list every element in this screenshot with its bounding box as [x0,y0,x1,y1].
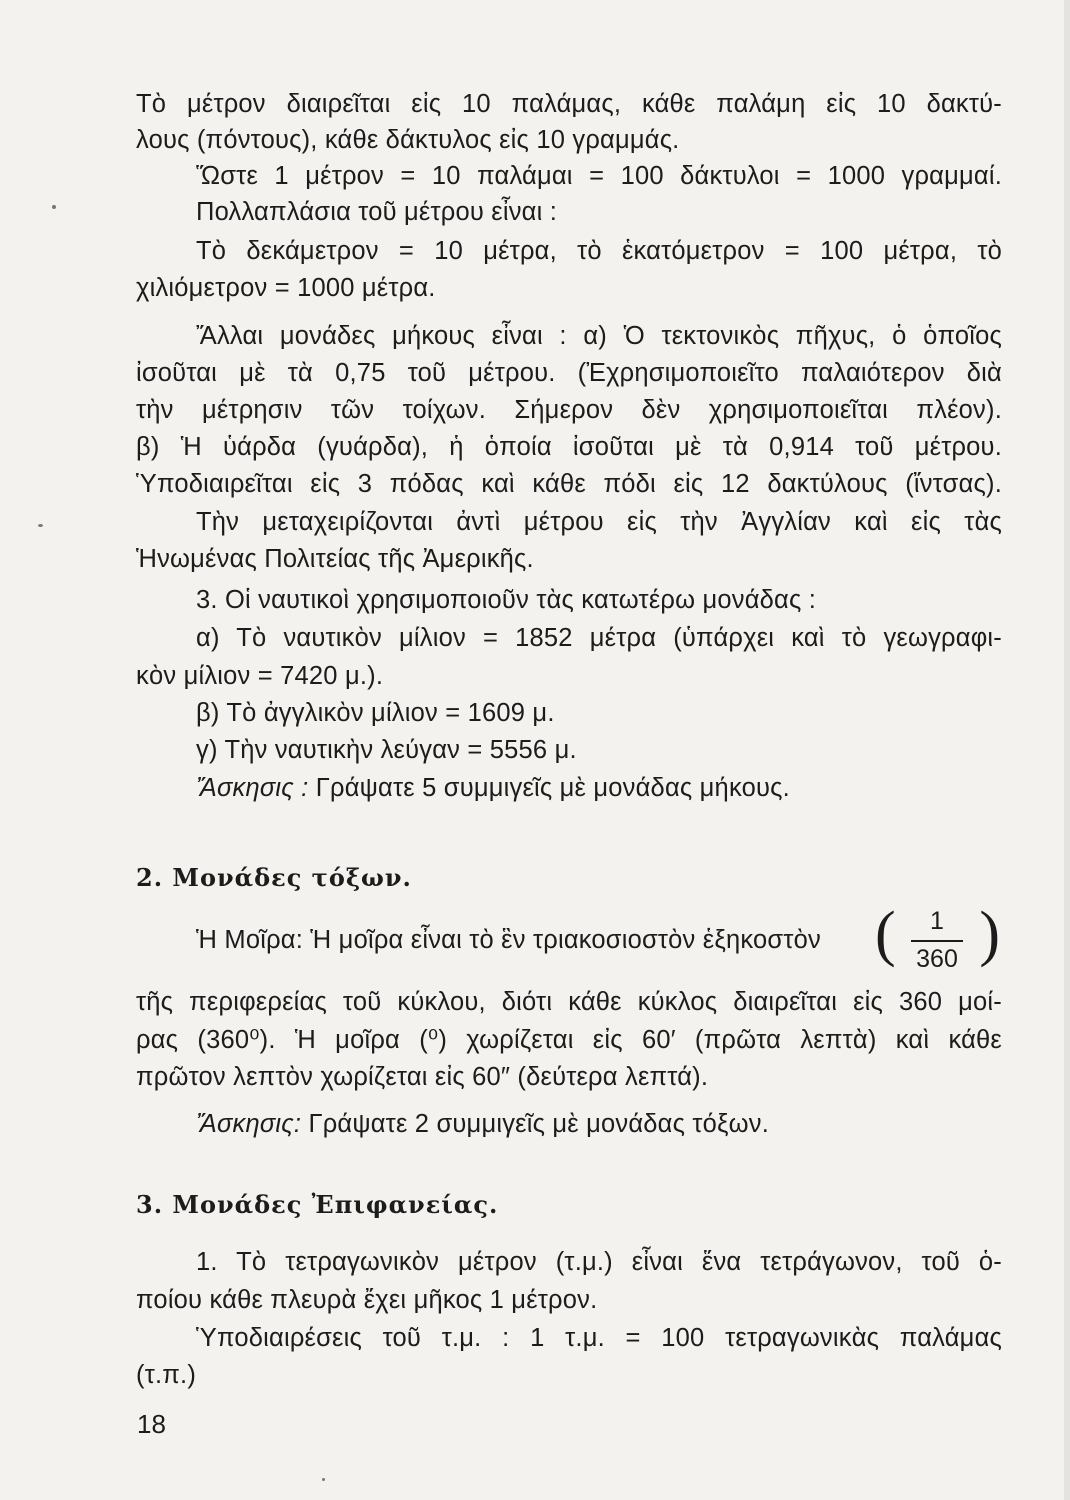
heading-surface-units: 3. Μονάδες Ἐπιφανείας. [136,1190,499,1219]
text-line-6: χιλιόμετρον = 1000 μέτρα. [136,274,436,302]
page-number: 18 [137,1409,166,1439]
exercise-line-2 [196,1106,1002,1142]
paper-speck [38,524,43,527]
text-line-10: β) Ἡ ὑάρδα (γυάρδα), ἡ ὁποία ἰσοῦται μὲ τὰ 0,914 τοῦ μέτρου. [136,433,1002,461]
text-line-11: Ὑποδιαιρεῖται εἰς 3 πόδας καὶ κάθε πόδι εἰς 12 δακτύλους (ἴντσας). [136,470,1002,498]
text-line-3: Ὥστε 1 μέτρον = 10 παλάμαι = 100 δάκτυλοι = 1000 γραμμαί. [196,162,1002,190]
text-line-13: Ἡνωμένας Πολιτείας τῆς Ἀμερικῆς. [136,545,534,573]
fraction-denominator: 360 [916,945,958,973]
text-line-15: α) Τὸ ναυτικὸν μίλιον = 1852 μέτρα (ὑπάρχει καὶ τὸ γεωγραφι- [196,624,1002,652]
text-line-1: Τὸ μέτρον διαιρεῖται εἰς 10 παλάμας, κάθε παλάμη εἰς 10 δακτύ- [136,90,1002,118]
text-line-5: Τὸ δεκάμετρον = 10 μέτρα, τὸ ἑκατόμετρον = 100 μέτρα, τὸ [196,237,1002,265]
text-line-25: 1. Τὸ τετραγωνικὸν μέτρον (τ.μ.) εἶναι ἕνα τετράγωνον, τοῦ ὁ- [196,1248,1002,1276]
heading-arc-units: 2. Μονάδες τόξων. [136,863,412,892]
text-line-7: Ἄλλαι μονάδες μήκους εἶναι : α) Ὁ τεκτονικὸς πῆχυς, ὁ ὁποῖος [196,322,1002,350]
text-line-16: κὸν μίλιον = 7420 μ.). [136,662,384,690]
text-line-17: β) Τὸ ἀγγλικὸν μίλιον = 1609 μ. [196,699,555,727]
fraction-1-360 [875,900,1000,975]
text-line-8: ἰσοῦται μὲ τὰ 0,75 τοῦ μέτρου. (Ἐχρησιμοποιεῖτο παλαιότερον διὰ [136,359,1002,387]
exercise-label-2: Ἄσκησις: [196,1110,302,1138]
fraction-bar [911,940,963,942]
text-line-12: Τὴν μεταχειρίζονται ἀντὶ μέτρου εἰς τὴν Ἀγγλίαν καὶ εἰς τὰς [196,508,1002,536]
fraction-numerator: 1 [930,907,944,935]
exercise-label-1: Ἄσκησις : [196,774,309,802]
text-line-9: τὴν μέτρησιν τῶν τοίχων. Σήμερον δὲν χρησιμοποιεῖται πλέον). [136,396,1002,424]
fraction-close-paren: ) [979,900,1000,968]
text-line-23: πρῶτον λεπτὸν χωρίζεται εἰς 60″ (δεύτερα λεπτά). [136,1063,709,1091]
text-line-20: Ἡ Μοῖρα: Ἡ μοῖρα εἶναι τὸ ἓν τριακοσιοστὸν ἑξηκοστὸν [196,926,821,954]
text-line-26: ποίου κάθε πλευρὰ ἔχει μῆκος 1 μέτρον. [136,1286,598,1314]
paper-speck [322,1478,325,1481]
exercise-text-2: Γράψατε 2 συμμιγεῖς μὲ μονάδας τόξων. [308,1110,770,1138]
text-line-14: 3. Οἱ ναυτικοὶ χρησιμοποιοῦν τὰς κατωτέρω μονάδας : [196,586,817,614]
text-line-21: τῆς περιφερείας τοῦ κύκλου, διότι κάθε κύκλος διαιρεῖται εἰς 360 μοί- [136,988,1002,1016]
exercise-line-1 [196,770,1002,806]
text-line-4: Πολλαπλάσια τοῦ μέτρου εἶναι : [196,198,558,226]
text-line-22: ρας (360⁰). Ἡ μοῖρα (⁰) χωρίζεται εἰς 60′ (πρῶτα λεπτὰ) καὶ κάθε [136,1026,1002,1054]
text-line-27: Ὑποδιαιρέσεις τοῦ τ.μ. : 1 τ.μ. = 100 τετραγωνικὰς παλάμας [196,1324,1002,1352]
fraction-open-paren: ( [875,900,896,968]
text-line-28: (τ.π.) [136,1361,197,1389]
paper-speck [52,205,56,209]
exercise-text-1: Γράψατε 5 συμμιγεῖς μὲ μονάδας μήκους. [315,774,790,802]
text-line-18: γ) Τὴν ναυτικὴν λεύγαν = 5556 μ. [196,736,577,764]
text-line-2: λους (πόντους), κάθε δάκτυλος εἰς 10 γραμμάς. [136,126,680,154]
page-edge [1064,0,1070,1500]
